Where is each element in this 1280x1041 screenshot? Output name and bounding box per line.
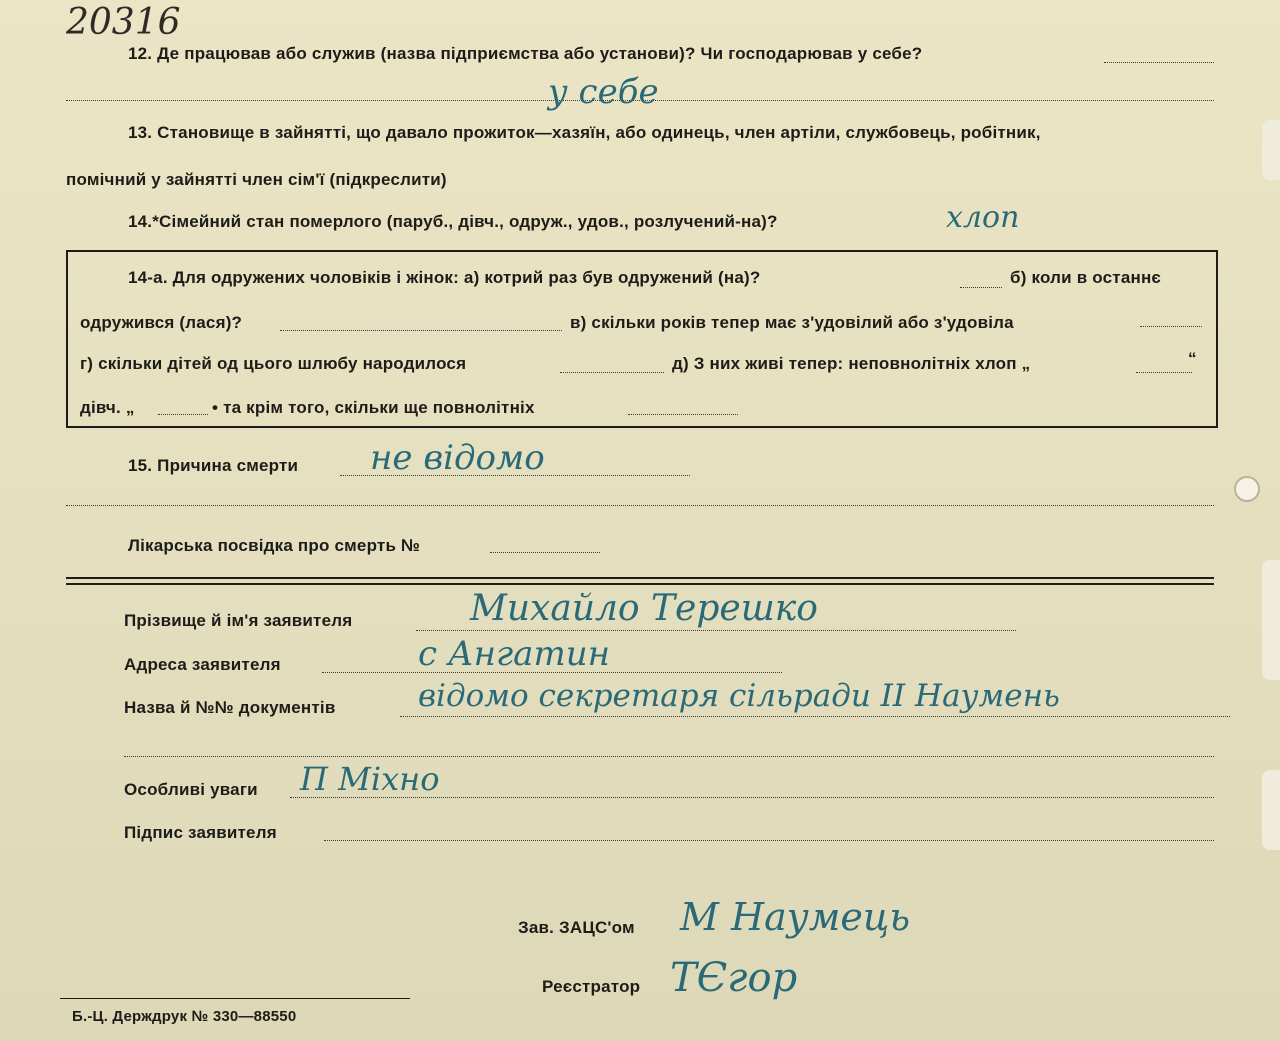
footer-rule xyxy=(60,998,410,999)
dotted-line xyxy=(490,552,600,553)
registrar-signature: ТЄгор xyxy=(670,955,798,1001)
q12-answer: у себе xyxy=(548,72,659,112)
head-signature: М Наумець xyxy=(680,895,911,939)
dotted-line xyxy=(560,372,664,373)
q14a-line3c: “ xyxy=(1188,349,1197,368)
q13-line1: 13. Становище в зайнятті, що давало прожиток—хазяїн, або одинець, член артіли, службовець, робітник, xyxy=(128,123,1041,142)
medical-certificate-label: Лікарська посвідка про смерть № xyxy=(128,536,421,555)
punch-hole-icon xyxy=(1234,476,1260,502)
q14-answer: хлоп xyxy=(946,200,1020,235)
printer-imprint: Б.-Ц. Держдрук № 330—88550 xyxy=(72,1008,297,1025)
dotted-line xyxy=(124,756,1214,757)
q13-line2: помічний у зайнятті член сім'ї (підкреслити) xyxy=(66,170,447,189)
q14a-line1: 14-а. Для одружених чоловіків і жінок: а) котрий раз був одружений (на)? xyxy=(128,268,761,287)
dotted-line xyxy=(66,505,1214,506)
q14a-line1b: б) коли в останнє xyxy=(1010,268,1161,287)
archive-number: 20316 xyxy=(66,2,181,43)
dotted-line xyxy=(1104,62,1214,63)
head-label: Зав. ЗАЦС'ом xyxy=(518,918,635,937)
dotted-line xyxy=(960,287,1002,288)
q14a-line4b: • та крім того, скільки ще повнолітніх xyxy=(212,398,535,417)
applicant-address-value: с Ангатин xyxy=(418,634,610,674)
torn-edge xyxy=(1262,120,1280,180)
applicant-name-label: Прізвище й ім'я заявителя xyxy=(124,611,353,630)
documents-label: Назва й №№ документів xyxy=(124,698,336,717)
dotted-line xyxy=(1140,326,1202,327)
q12-label: 12. Де працював або служив (назва підприємства або установи)? Чи господарював у себе? xyxy=(128,44,923,63)
documents-value: відомо секретаря сільради II Наумень xyxy=(418,678,1060,714)
q14a-line3b: д) З них живі тепер: неповнолітніх хлоп „ xyxy=(672,354,1031,373)
dotted-line xyxy=(1136,372,1192,373)
dotted-line xyxy=(324,840,1214,841)
q14a-line3a: г) скільки дітей од цього шлюбу народилося xyxy=(80,354,467,373)
applicant-address-label: Адреса заявителя xyxy=(124,655,281,674)
q14a-line4a: дівч. „ xyxy=(80,398,135,417)
q14-label: 14.*Сімейний стан померлого (паруб., дівч., одруж., удов., розлучений-на)? xyxy=(128,212,778,231)
dotted-line xyxy=(628,414,738,415)
q15-answer: не відомо xyxy=(370,438,545,478)
torn-edge xyxy=(1262,560,1280,680)
dotted-line xyxy=(400,716,1230,717)
divider xyxy=(66,577,1214,579)
q15-label: 15. Причина смерти xyxy=(128,456,299,475)
dotted-line xyxy=(280,330,562,331)
q14a-line2b: в) скільки років тепер має з'удовілий або з'удовіла xyxy=(570,313,1014,332)
registrar-label: Реєстратор xyxy=(542,977,641,996)
torn-edge xyxy=(1262,770,1280,850)
dotted-line xyxy=(416,630,1016,631)
dotted-line xyxy=(158,414,208,415)
divider xyxy=(66,583,1214,585)
applicant-name-value: Михайло Терешко xyxy=(470,588,818,629)
q14a-line2a: одружився (лася)? xyxy=(80,313,243,332)
notes-value: П Міхно xyxy=(300,760,440,798)
notes-label: Особливі уваги xyxy=(124,780,258,799)
signature-label: Підпис заявителя xyxy=(124,823,277,842)
